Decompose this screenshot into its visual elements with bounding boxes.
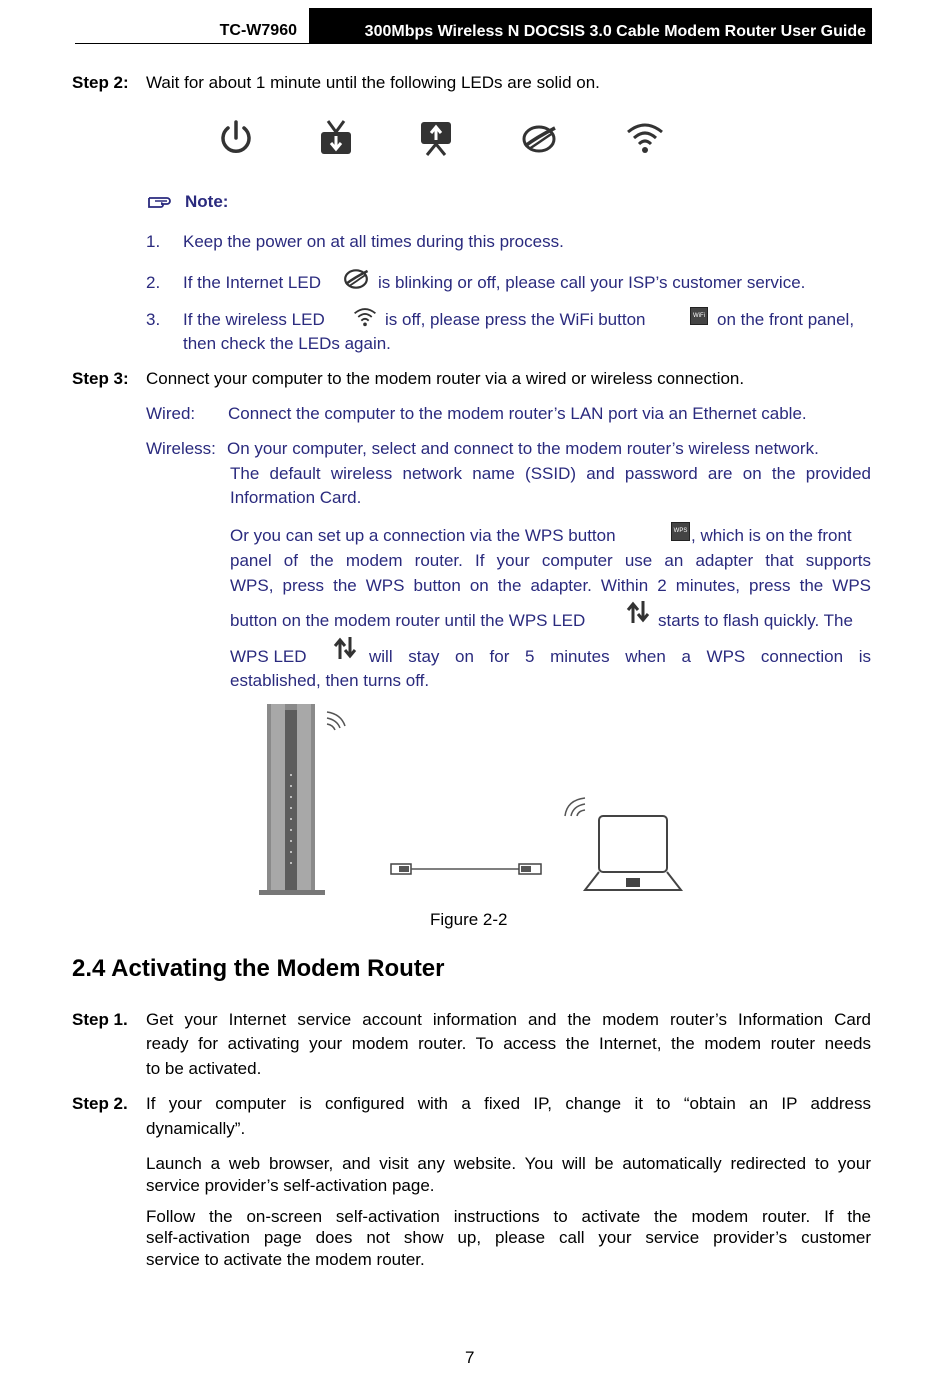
note-label: Note:: [185, 192, 229, 211]
router-wireless-signal: [327, 712, 345, 730]
activate-step1-line3: to be activated.: [146, 1059, 262, 1078]
wps-led-icon-2: [331, 633, 359, 663]
note-item3-text-a: If the wireless LED: [183, 310, 325, 329]
wired-label: Wired:: [146, 404, 196, 423]
pointing-hand-icon: [147, 192, 175, 210]
wps-line2: panel of the modem router. If your computer use an adapter that supports: [230, 551, 871, 570]
wifi-button-icon: WiFi: [690, 307, 708, 325]
wireless-label: Wireless:: [146, 439, 216, 458]
header-model: TC-W7960: [219, 22, 297, 39]
activate-step1-label: Step 1.: [72, 1010, 128, 1029]
activate-step2-p2-line2: service provider’s self-activation page.: [146, 1176, 435, 1195]
activate-step2-p2-line1: Launch a web browser, and visit any website. You will be automatically redirected to your: [146, 1154, 871, 1173]
wired-text: Connect the computer to the modem router’s LAN port via an Ethernet cable.: [228, 404, 807, 423]
power-icon: [216, 118, 256, 158]
activate-step2-p3-line2: self-activation page does not show up, please call your service provider’s customer: [146, 1228, 871, 1247]
downstream-icon: [316, 118, 356, 158]
wps-line1-b: , which is on the front: [691, 526, 852, 545]
upstream-icon: [416, 118, 456, 158]
activate-step2-p3-line1: Follow the on-screen self-activation instructions to activate the modem router. If the: [146, 1207, 871, 1226]
note-item3-text-d: then check the LEDs again.: [183, 334, 391, 353]
wps-line5-b: will stay on for 5 minutes when a WPS connection is: [369, 647, 871, 666]
note-item3-number: 3.: [146, 310, 161, 329]
header-guide-title: 300Mbps Wireless N DOCSIS 3.0 Cable Modem Router User Guide: [309, 8, 872, 44]
page-number: 7: [465, 1348, 475, 1367]
wireless-line2: The default wireless network name (SSID) and password are on the provided: [230, 464, 871, 483]
note-item1-number: 1.: [146, 232, 161, 251]
wifi-icon: [624, 118, 666, 158]
wps-line4-a: button on the modem router until the WPS LED: [230, 611, 586, 630]
activate-step1-line2: ready for activating your modem router. To access the Internet, the modem router needs: [146, 1034, 871, 1053]
internet-led-icon: [341, 266, 371, 292]
wireless-line3: Information Card.: [230, 488, 362, 507]
note-item2-text-a: If the Internet LED: [183, 273, 321, 292]
activate-step2-p3-line3: service to activate the modem router.: [146, 1250, 425, 1269]
step2-label: Step 2:: [72, 73, 129, 92]
internet-icon: [519, 118, 559, 158]
step3-text: Connect your computer to the modem router via a wired or wireless connection.: [146, 369, 745, 388]
section-heading: 2.4 Activating the Modem Router: [72, 955, 445, 982]
figure-caption: Figure 2-2: [430, 910, 508, 929]
activate-step1-line1: Get your Internet service account information and the modem router’s Information Card: [146, 1010, 871, 1029]
activate-step2-line2: dynamically”.: [146, 1119, 246, 1138]
activate-step2-line1: If your computer is configured with a fixed IP, change it to “obtain an IP address: [146, 1094, 871, 1113]
wps-line1-a: Or you can set up a connection via the WPS button: [230, 526, 616, 545]
note-item2-text-b: is blinking or off, please call your ISP’s customer service.: [378, 273, 806, 292]
note-item1-text: Keep the power on at all times during this process.: [183, 232, 564, 251]
note-item2-number: 2.: [146, 273, 161, 292]
note-item3-text-c: on the front panel,: [717, 310, 855, 329]
note-item3-text-b: is off, please press the WiFi button: [385, 310, 646, 329]
step2-text: Wait for about 1 minute until the following LEDs are solid on.: [146, 73, 600, 92]
activate-step2-label: Step 2.: [72, 1094, 128, 1113]
wireless-led-icon: [352, 306, 378, 328]
step3-label: Step 3:: [72, 369, 129, 388]
laptop-wireless-signal: [565, 798, 585, 816]
ethernet-cable-illustration: [391, 864, 541, 874]
wps-line5-a: WPS LED: [230, 647, 307, 666]
wps-line4-b: starts to flash quickly. The: [658, 611, 853, 630]
wps-led-icon: [624, 597, 652, 627]
modem-router-illustration: [259, 704, 325, 895]
laptop-illustration: [585, 816, 681, 890]
figure-2-2-illustration: [255, 700, 695, 900]
header-rule: [75, 43, 872, 44]
wps-line6: established, then turns off.: [230, 671, 430, 690]
wps-button-icon: WPS: [671, 522, 690, 541]
wps-line3: WPS, press the WPS button on the adapter. Within 2 minutes, press the WPS: [230, 576, 871, 595]
wireless-line1: On your computer, select and connect to the modem router’s wireless network.: [227, 439, 819, 458]
